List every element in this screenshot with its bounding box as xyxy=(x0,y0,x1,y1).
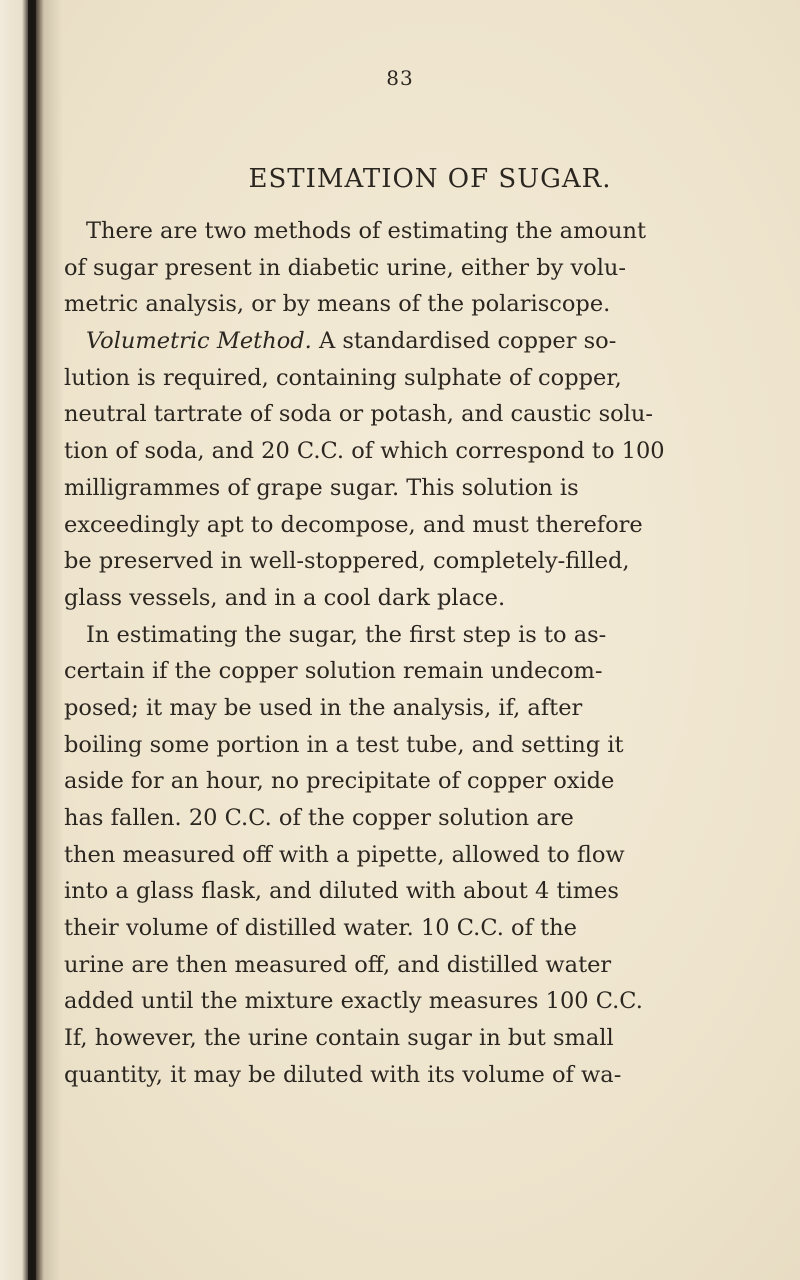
text-line-13: certain if the copper solution remain undecom- xyxy=(64,658,603,685)
text-line-11: glass vessels, and in a cool dark place. xyxy=(64,584,506,611)
text-line-23: If, however, the urine contain sugar in but small xyxy=(64,1025,614,1052)
text-line-4-rest: A standardised copper so- xyxy=(311,328,617,355)
body-text xyxy=(64,213,724,1094)
text-line-12: In estimating the sugar, the first step is to as- xyxy=(86,621,607,648)
text-line-17: has fallen. 20 C.C. of the copper solution are xyxy=(64,805,574,831)
binding-shadow xyxy=(28,0,36,1280)
method-title: Volumetric Method. xyxy=(86,328,312,355)
text-line-5: lution is required, containing sulphate of copper, xyxy=(64,364,622,391)
text-line-10: be preserved in well-stoppered, completely-filled, xyxy=(64,548,630,575)
text-line-24: quantity, it may be diluted with its volume of wa- xyxy=(64,1061,622,1088)
text-line-18: then measured off with a pipette, allowed to flow xyxy=(64,841,625,868)
text-line-3: metric analysis, or by means of the polariscope. xyxy=(64,291,611,318)
text-line-14: posed; it may be used in the analysis, if, after xyxy=(64,694,583,721)
text-line-4 xyxy=(64,323,724,360)
page-number: 83 xyxy=(386,66,414,90)
section-heading: ESTIMATION OF SUGAR. xyxy=(248,164,612,194)
text-line-2: of sugar present in diabetic urine, either by volu- xyxy=(64,254,627,281)
text-line-6: neutral tartrate of soda or potash, and caustic solu- xyxy=(64,401,653,428)
text-line-19: into a glass flask, and diluted with about 4 times xyxy=(64,878,619,905)
text-line-8: milligrammes of grape sugar. This solution is xyxy=(64,474,579,501)
text-line-20: their volume of distilled water. 10 C.C. of the xyxy=(64,915,577,942)
text-line-1: There are two methods of estimating the amount xyxy=(86,218,646,244)
text-line-16: aside for an hour, no precipitate of copper oxide xyxy=(64,768,615,795)
text-line-21: urine are then measured off, and distilled water xyxy=(64,951,612,978)
text-line-9: exceedingly apt to decompose, and must therefore xyxy=(64,511,643,538)
text-line-7: tion of soda, and 20 C.C. of which correspond to 100 xyxy=(64,438,665,465)
text-line-22: added until the mixture exactly measures 100 C.C. xyxy=(64,988,643,1015)
text-line-15: boiling some portion in a test tube, and setting it xyxy=(64,731,624,758)
